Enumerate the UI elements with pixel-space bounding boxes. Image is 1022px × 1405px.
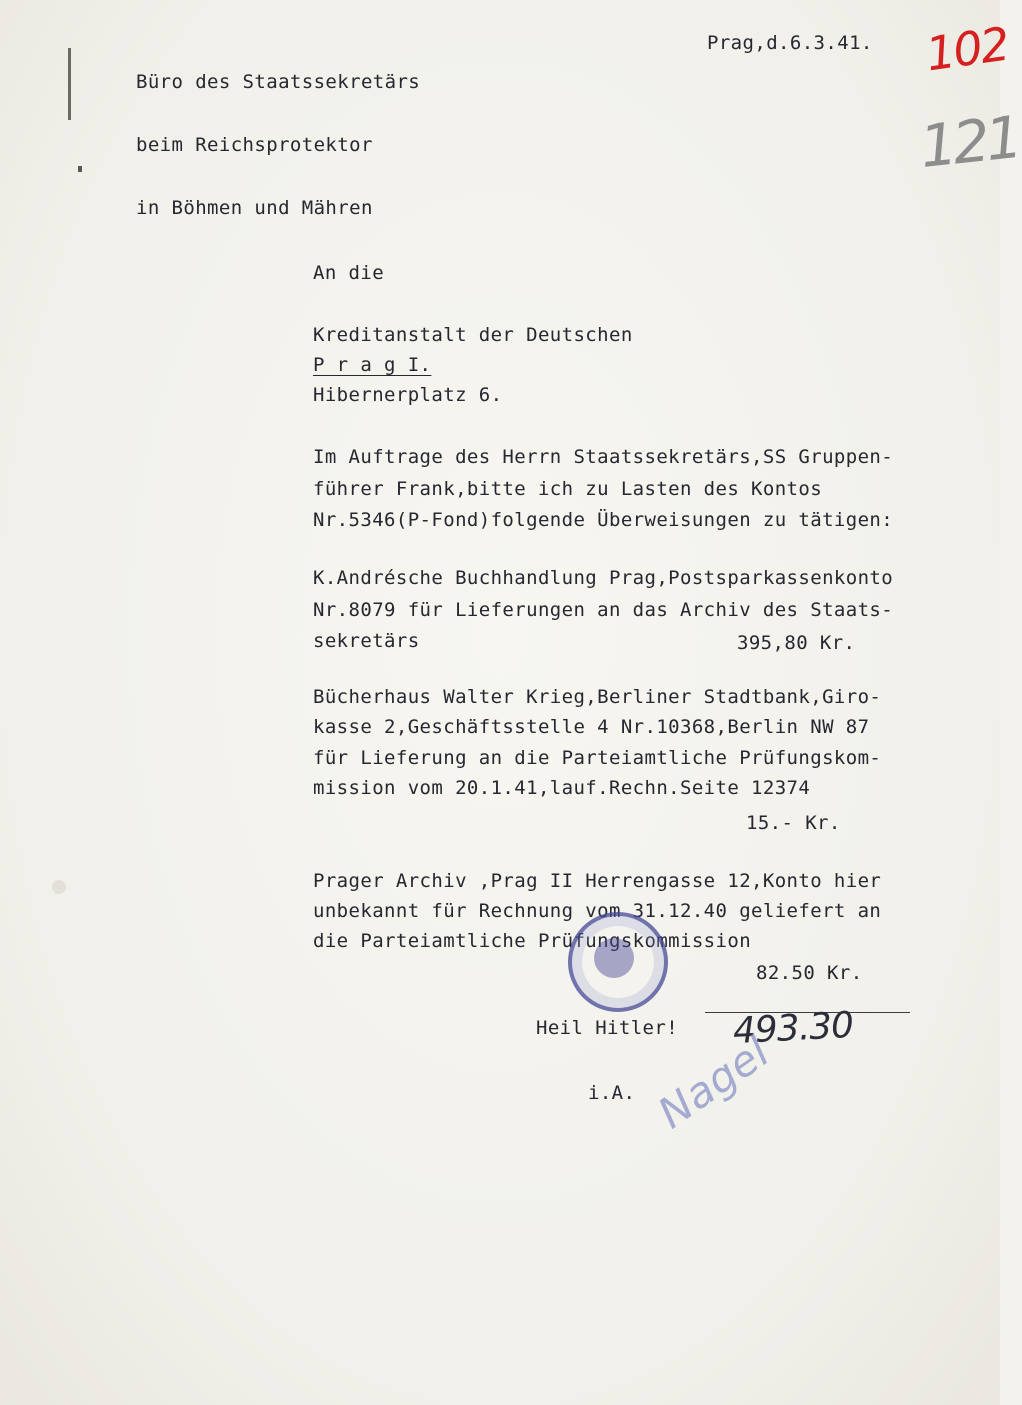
recipient-name: Kreditanstalt der Deutschen [313, 324, 633, 346]
payment-line: Prager Archiv ,Prag II Herrengasse 12,Konto hier [313, 870, 882, 892]
punch-hole [52, 880, 66, 894]
payment-line: für Lieferung an die Parteiamtliche Prüfungskom- [313, 747, 882, 769]
payment-amount: 395,80 Kr. [737, 632, 856, 654]
intro-line: führer Frank,bitte ich zu Lasten des Kontos [313, 478, 823, 500]
handwritten-folio-number: 121 [916, 103, 1022, 181]
payment-line: mission vom 20.1.41,lauf.Rechn.Seite 12374 [313, 777, 811, 799]
official-stamp [568, 912, 668, 1012]
payment-line: Nr.8079 für Lieferungen an das Archiv des Staats- [313, 599, 894, 621]
recipient-street: Hibernerplatz 6. [313, 384, 503, 406]
payment-line: sekretärs [313, 630, 420, 652]
payment-line: die Parteiamtliche Prüfungskommission [313, 930, 752, 952]
payment-amount: 15.- Kr. [746, 812, 841, 834]
letter-date: Prag,d.6.3.41. [707, 32, 873, 54]
binding-mark [68, 48, 71, 120]
sender-block [136, 30, 420, 261]
sender-line: in Böhmen und Mähren [136, 197, 373, 219]
sender-line: beim Reichsprotektor [136, 134, 373, 156]
payment-amount: 82.50 Kr. [756, 962, 863, 984]
payment-line: unbekannt für Rechnung vom 31.12.40 geliefert an [313, 900, 882, 922]
stamp-emblem [594, 938, 634, 978]
handwritten-folio-number: 102 [922, 16, 1012, 82]
handwritten-total: 493.30 [732, 1004, 854, 1053]
signature-prefix: i.A. [588, 1082, 636, 1104]
sender-line: Büro des Staatssekretärs [136, 71, 421, 93]
intro-line: Nr.5346(P-Fond)folgende Überweisungen zu tätigen: [313, 509, 894, 531]
payment-line: Bücherhaus Walter Krieg,Berliner Stadtbank,Giro- [313, 686, 882, 708]
recipient-city: P r a g I. [313, 354, 432, 376]
payment-line: K.Andrésche Buchhandlung Prag,Postsparkassenkonto [313, 567, 894, 589]
recipient-intro: An die [313, 262, 385, 284]
binding-mark [78, 166, 82, 172]
payment-line: kasse 2,Geschäftsstelle 4 Nr.10368,Berlin NW 87 [313, 716, 870, 738]
handwritten-signature: Nagel [649, 1027, 779, 1138]
closing-salutation: Heil Hitler! [536, 1017, 679, 1039]
intro-line: Im Auftrage des Herrn Staatssekretärs,SS Gruppen- [313, 446, 894, 468]
